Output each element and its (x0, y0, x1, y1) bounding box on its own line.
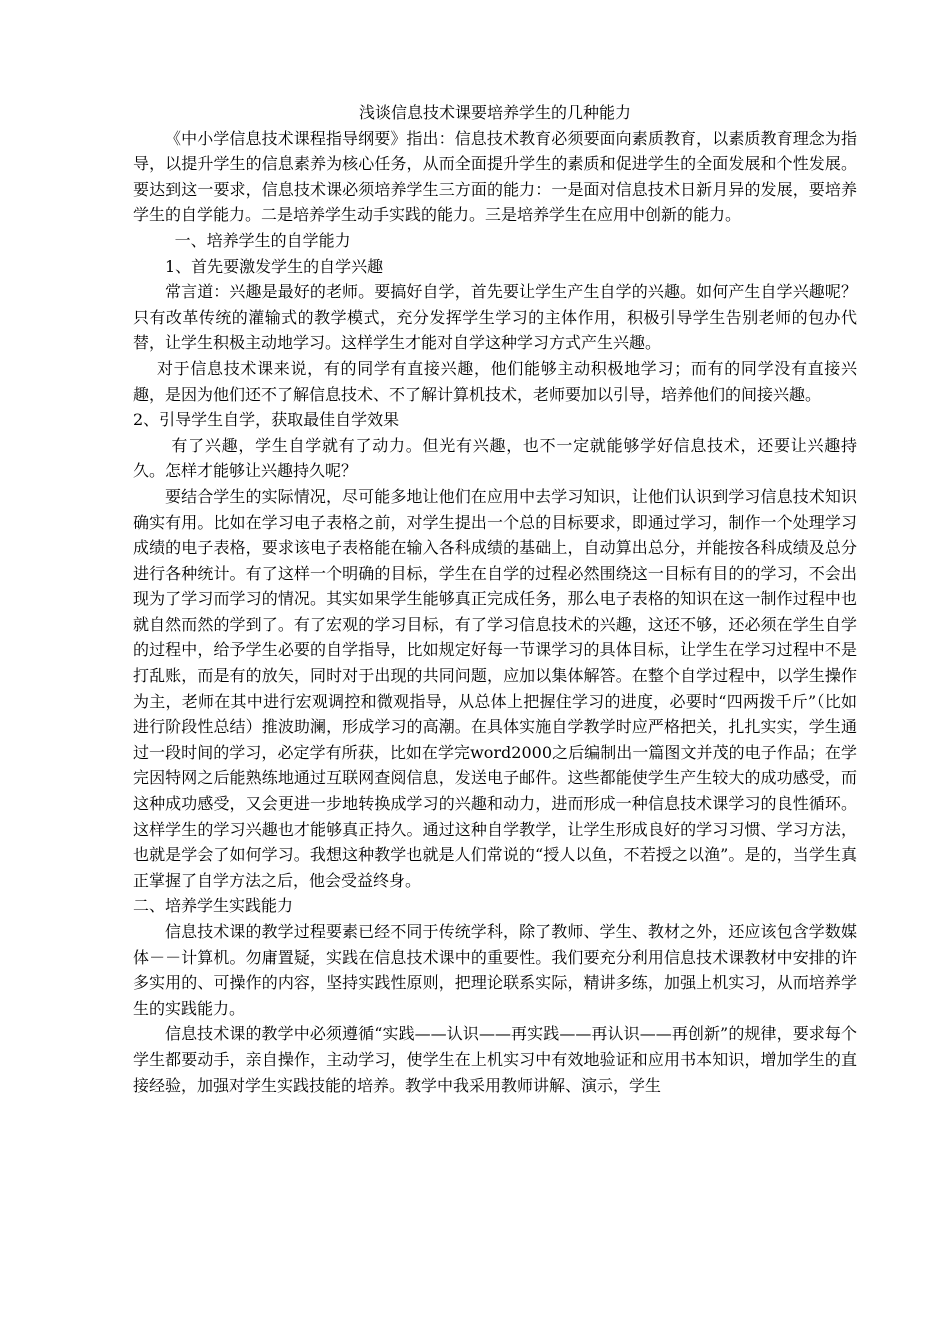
section-1-heading: 一、培养学生的自学能力 (174, 230, 351, 250)
subsection-1-paragraph-2: 对于信息技术课来说，有的同学有直接兴趣，他们能够主动积极地学习；而有的同学没有直接兴趣，是因为他们还不了解信息技术、不了解计算机技术，老师要加以引导，培养他们的间接兴趣。 (133, 358, 857, 404)
subsection-2-paragraph-2: 要结合学生的实际情况，尽可能多地让他们在应用中去学习知识，让他们认识到学习信息技术知识确实有用。比如在学习电子表格之前，对学生提出一个总的目标要求，即通过学习，制作一个处理学习成绩的电子表格，要求该电子表格能在输入各科成绩的基础上，自动算出总分，并能按各科成绩及总分进行各种统计。有了这样一个明确的目标，学生在自学的过程必然围绕这一目标有目的的学习，不会出现为了学习而学习的情况。其实如果学生能够真正完成任务，那么电子表格的知识在这一制作过程中也就自然而然的学到了。有了宏观的学习目标，有了学习信息技术的兴趣，这还不够，还必须在学生自学的过程中，给予学生必要的自学指导，比如规定好每一节课学习的具体目标，让学生在学习过程中不是打乱账，而是有的放矢，同时对于出现的共同问题，应加以集体解答。在整个自学过程中，以学生操作为主，老师在其中进行宏观调控和微观指导，从总体上把握住学习的进度，必要时“四两拨千斤”（比如进行阶段性总结）推波助澜，形成学习的高潮。在具体实施自学教学时应严格把关，扎扎实实，学生通过一段时间的学习，必定学有所获，比如在学完word2000之后编制出一篇图文并茂的电子作品；在学完因特网之后能熟练地通过互联网查阅信息，发送电子邮件。这些都能使学生产生较大的成功感受，而这种成功感受，又会更进一步地转换成学习的兴趣和动力，进而形成一种信息技术课学习的良性循环。这样学生的学习兴趣也才能够真正持久。通过这种自学教学，让学生形成良好的学习习惯、学习方法，也就是学会了如何学习。我想这种教学也就是人们常说的“授人以鱼，不若授之以渔”。是的，当学生真正掌握了自学方法之后，他会受益终身。 (133, 486, 857, 890)
section-2-paragraph-2: 信息技术课的教学中必须遵循“实践——认识——再实践——再认识——再创新”的规律，要求每个学生都要动手，亲自操作，主动学习，使学生在上机实习中有效地验证和应用书本知识，增加学生的直接经验，加强对学生实践技能的培养。教学中我采用教师讲解、演示，学生 (133, 1024, 857, 1095)
subsection-1-paragraph-1: 常言道：兴趣是最好的老师。要搞好自学，首先要让学生产生自学的兴趣。如何产生自学兴趣呢？只有改革传统的灌输式的教学模式，充分发挥学生学习的主体作用，积极引导学生告别老师的包办代替，让学生积极主动地学习。这样学生才能对自学这种学习方式产生兴趣。 (133, 282, 857, 353)
document-page (133, 100, 857, 1098)
section-2-paragraph-1: 信息技术课的教学过程要素已经不同于传统学科，除了教师、学生、教材之外，还应该包含学数媒体－－计算机。勿庸置疑，实践在信息技术课中的重要性。我们要充分利用信息技术课教材中安排的许多实用的、可操作的内容，坚持实践性原则，把理论联系实际，精讲多练，加强上机实习，从而培养学生的实践能力。 (133, 922, 857, 1018)
subsection-1-heading: 1、首先要激发学生的自学兴趣 (165, 256, 384, 276)
subsection-2-heading: 2、引导学生自学，获取最佳自学效果 (133, 410, 400, 430)
intro-paragraph: 《中小学信息技术课程指导纲要》指出：信息技术教育必须要面向素质教育，以素质教育理念为指导，以提升学生的信息素养为核心任务，从而全面提升学生的素质和促进学生的全面发展和个性发展。要达到这一要求，信息技术课必须培养学生三方面的能力：一是面对信息技术日新月异的发展，要培养学生的自学能力。二是培养学生动手实践的能力。三是培养学生在应用中创新的能力。 (133, 128, 857, 225)
document-title: 浅谈信息技术课要培养学生的几种能力 (358, 103, 631, 122)
subsection-2-paragraph-1: 有了兴趣，学生自学就有了动力。但光有兴趣，也不一定就能够学好信息技术，还要让兴趣持久。怎样才能够让兴趣持久呢？ (133, 435, 857, 481)
section-2-heading: 二、培养学生实践能力 (133, 896, 294, 916)
